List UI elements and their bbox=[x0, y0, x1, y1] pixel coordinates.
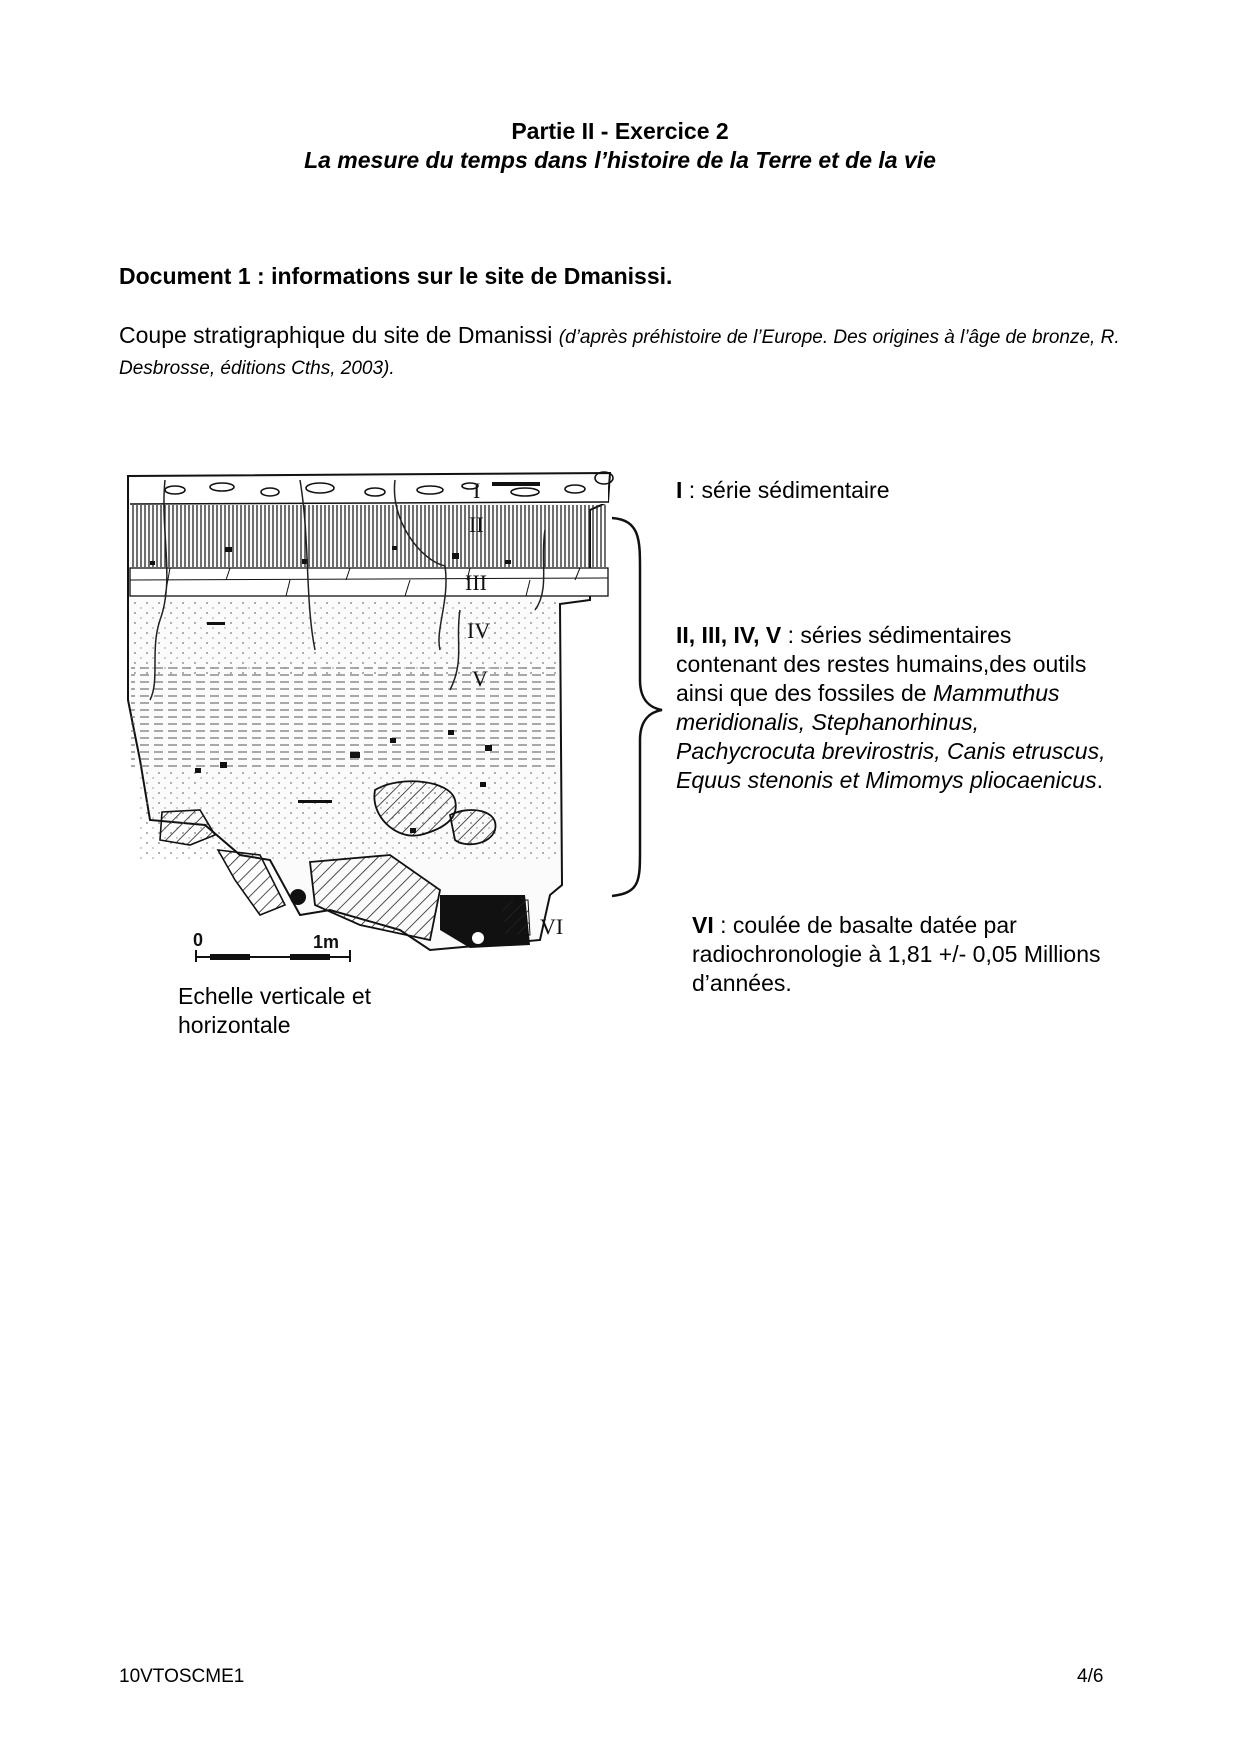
footer-code: 10VTOSCME1 bbox=[119, 1666, 245, 1687]
layer-label-II: II bbox=[469, 512, 484, 537]
legend-layer-VI bbox=[692, 911, 1152, 998]
legend-layers-II-V-key: II, III, IV, V bbox=[676, 622, 782, 648]
document-heading: Document 1 : informations sur le site de Dmanissi. bbox=[119, 263, 673, 289]
scale-end-label: 1m bbox=[313, 932, 340, 952]
layer-brace bbox=[612, 518, 662, 896]
legend-layer-I-text: : série sédimentaire bbox=[682, 477, 890, 503]
legend-layer-I-key: I bbox=[676, 477, 683, 503]
caption-main: Coupe stratigraphique du site de Dmanissi bbox=[119, 322, 553, 348]
legend-layers-II-V bbox=[676, 621, 1106, 795]
scale-caption: Echelle verticale et horizontale bbox=[178, 983, 372, 1038]
layer-label-V: V bbox=[472, 666, 488, 691]
layer-label-IV: IV bbox=[467, 618, 491, 643]
layer-label-III: III bbox=[465, 570, 487, 595]
caption-source: (d’après préhistoire de l’Europe. Des origines à l’âge de bronze, R. Desbrosse, éditions Cths, 2003). bbox=[119, 327, 1120, 379]
footer-page-number: 4/6 bbox=[1077, 1666, 1104, 1687]
legend-layer-VI-text: : coulée de basalte datée par radiochronologie à 1,81 +/- 0,05 Millions d’années. bbox=[692, 912, 1101, 996]
legend-layer-VI-key: VI bbox=[692, 912, 714, 938]
legend-layer-I bbox=[676, 476, 889, 505]
legend-layers-II-V-text: : séries sédimentaires contenant des restes humains,des outils ainsi que des fossiles de bbox=[676, 622, 1087, 706]
layer-label-VI: VI bbox=[540, 914, 564, 939]
scale-bar bbox=[193, 930, 350, 962]
legend-species-list: Mammuthus meridionalis, Stephanorhinus, Pachycrocuta brevirostris, Canis etruscus, Equus stenonis et Mimomys pliocaenicus bbox=[676, 680, 1106, 793]
legend-layers-II-V-end: . bbox=[1096, 767, 1103, 793]
layer-label-I: I bbox=[473, 478, 481, 503]
part-title: Partie II - Exercice 2 bbox=[511, 118, 729, 144]
exercise-subtitle: La mesure du temps dans l’histoire de la Terre et de la vie bbox=[304, 147, 936, 173]
scale-start-label: 0 bbox=[193, 930, 204, 950]
